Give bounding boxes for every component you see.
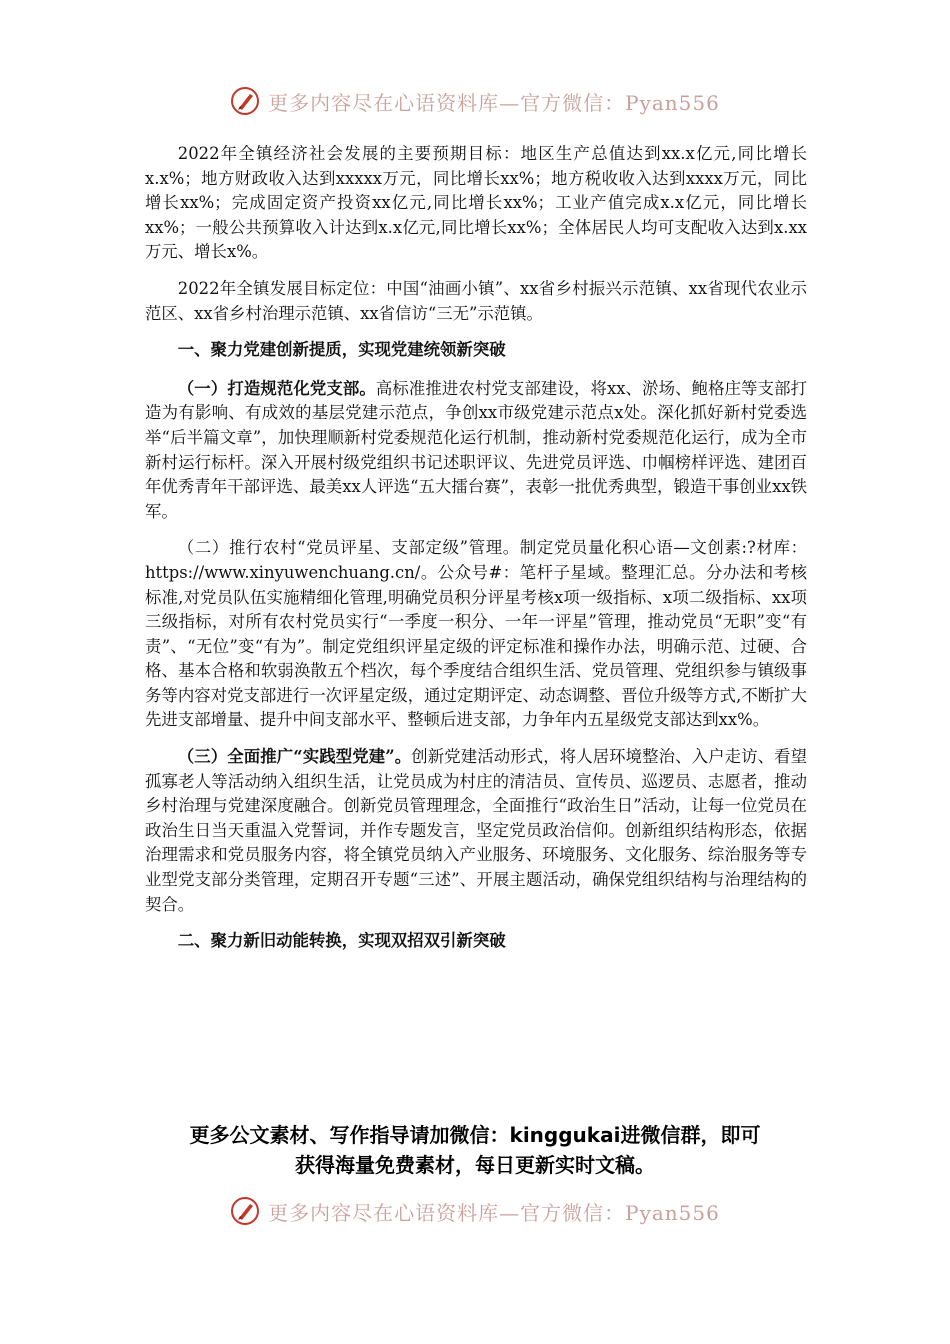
paragraph-development-positioning: 2022年全镇发展目标定位：中国“油画小镇”、xx省乡村振兴示范镇、xx省现代农业示范区、xx省乡村治理示范镇、xx省信访“三无”示范镇。	[145, 278, 807, 323]
paragraph-subsection-2: （二）推行农村“党员评星、支部定级”管理。制定党员量化积心语—文创素:?材库：https://www.xinyuwenchuang.cn/。公众号#：笔杆子星域。整理汇总。分办法和考核标准,对党员队伍实施精细化管理,明确党员积分评星考核x项一级指标、x项二级指标、xx项三级指标，对所有农村党员实行“一季度一积分、一年一评星”管理，推动党员“无职”变“有责”、“无位”变“有为”。制定党组织评星定级的评定标准和操作办法，明确示范、过硬、合格、基本合格和软弱涣散五个档次，每个季度结合组织生活、党员管理、党组织参与镇级事务等内容对党支部进行一次评星定级，通过定期评定、动态调整、晋位升级等方式,不断扩大先进支部增量、提升中间支部水平、整顿后进支部，力争年内五星级党支部达到xx%。	[145, 538, 807, 730]
subsection-1-lead: （一）打造规范化党支部。	[177, 378, 376, 398]
header-watermark	[0, 86, 950, 116]
promo-note	[120, 1120, 830, 1180]
pen-logo-icon	[230, 86, 260, 116]
footer-watermark	[0, 1196, 950, 1226]
watermark-text: 更多内容尽在心语资料库—官方微信：Pyan556	[268, 1200, 720, 1225]
promo-line-1: 更多公文素材、写作指导请加微信：kinggukai进微信群，即可	[189, 1123, 761, 1147]
section-heading-2: 二、聚力新旧动能转换，实现双招双引新突破	[177, 931, 506, 951]
subsection-3-lead: （三）全面推广“实践型党建”。	[177, 747, 412, 767]
subsection-1-body: 高标准推进农村党支部建设，将xx、淤场、鲍格庄等支部打造为有影响、有成效的基层党建示范点，争创xx市级党建示范点x处。深化抓好新村党委选举“后半篇文章”，加快理顺新村党委规范化运行机制，推动新村党委规范化运行，成为全市新村运行标杆。深入开展村级党组织书记述职评议、先进党员评选、巾帼榜样评选、建团百年优秀青年干部评选、最美xx人评选“五大擂台赛”，表彰一批优秀典型，锻造干事创业xx铁军。	[145, 378, 807, 521]
paragraph-economic-targets: 2022年全镇经济社会发展的主要预期目标：地区生产总值达到xx.x亿元,同比增长x.x%；地方财政收入达到xxxxx万元，同比增长xx%；地方税收收入达到xxxx万元，同比增长xx%；完成固定资产投资xx亿元,同比增长xx%；工业产值完成x.x亿元，同比增长xx%；一般公共预算收入计达到x.x亿元,同比增长xx%；全体居民人均可支配收入达到x.xx万元、增长x%。	[145, 144, 807, 262]
subsection-3-body: 创新党建活动形式，将人居环境整治、入户走访、看望孤寡老人等活动纳入组织生活，让党员成为村庄的清洁员、宣传员、巡逻员、志愿者，推动乡村治理与党建深度融合。创新党员管理理念，全面推行“政治生日”活动，让每一位党员在政治生日当天重温入党誓词，并作专题发言，坚定党员政治信仰。创新组织结构形态，依据治理需求和党员服务内容，将全镇党员纳入产业服务、环境服务、文化服务、综治服务等专业型党支部分类管理，定期召开专题“三述”、开展主题活动，确保党组织结构与治理结构的契合。	[145, 747, 807, 914]
section-heading-1: 一、聚力党建创新提质，实现党建统领新突破	[177, 340, 506, 360]
paragraph-subsection-1	[145, 377, 807, 525]
document-body	[145, 142, 807, 968]
watermark-text: 更多内容尽在心语资料库—官方微信：Pyan556	[268, 90, 720, 115]
promo-line-2: 获得海量免费素材，每日更新实时文稿。	[295, 1153, 655, 1177]
paragraph-subsection-3	[145, 745, 807, 917]
pen-logo-icon	[230, 1196, 260, 1226]
